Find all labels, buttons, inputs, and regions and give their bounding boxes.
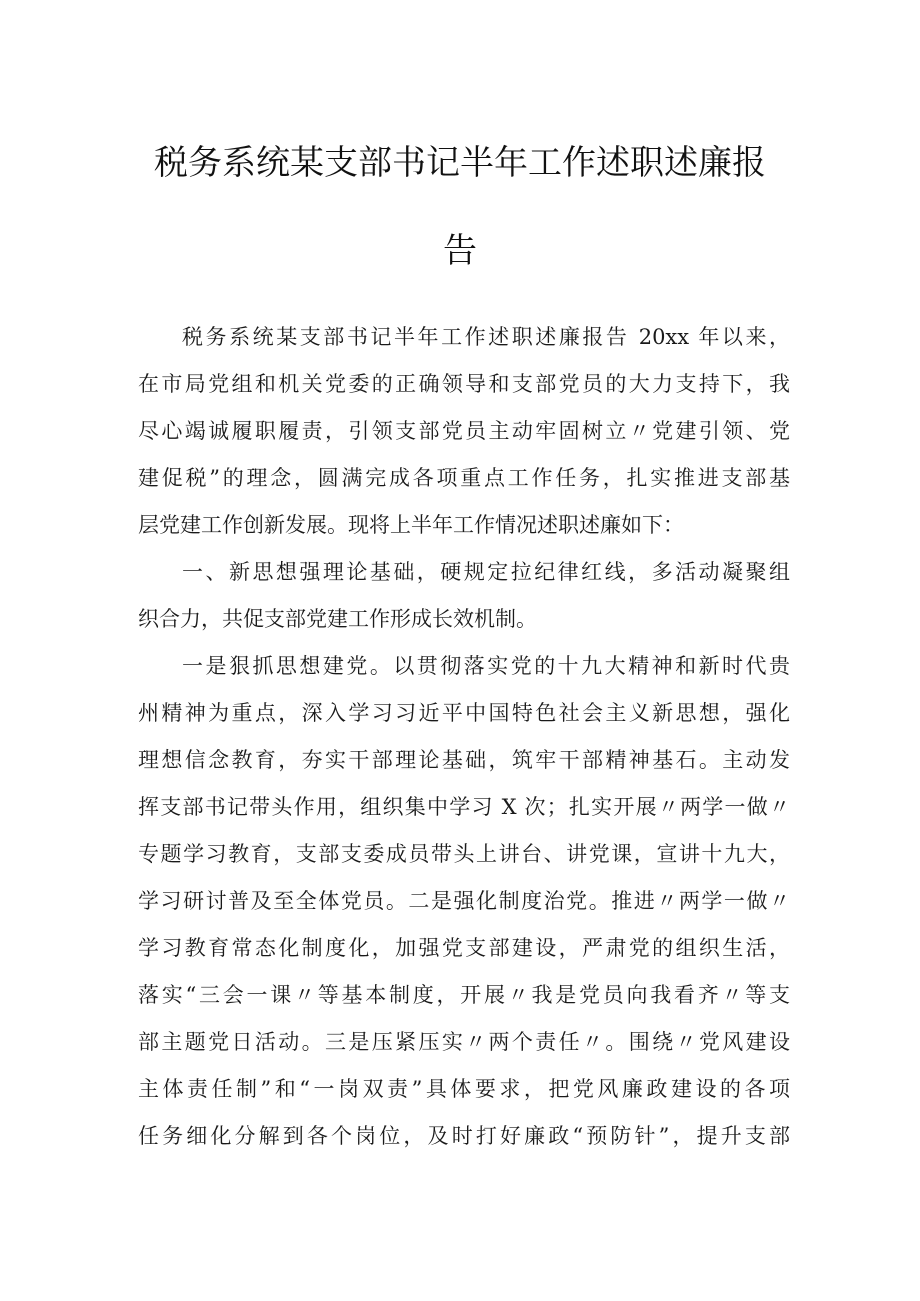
paragraph-line: 一、新思想强理论基础，硬规定拉纪律红线，多活动凝聚组 bbox=[182, 560, 790, 584]
paragraph-line: 学习研讨普及至全体党员。二是强化制度治党。推进〃两学一做〃 bbox=[138, 889, 790, 913]
paragraph-line: 挥支部书记带头作用，组织集中学习 X 次；扎实开展〃两学一做〃 bbox=[138, 795, 790, 819]
paragraph-line: 主体责任制”和“一岗双责”具体要求，把党风廉政建设的各项 bbox=[138, 1077, 790, 1101]
document-title-line-1: 税务系统某支部书记半年工作述职述廉报 bbox=[154, 143, 766, 183]
paragraph-line: 尽心竭诚履职履责，引领支部党员主动牢固树立〃党建引领、党 bbox=[138, 419, 790, 443]
paragraph-line: 织合力，共促支部党建工作形成长效机制。 bbox=[138, 607, 537, 631]
paragraph-line: 部主题党日活动。三是压紧压实〃两个责任〃。围绕〃党风建设 bbox=[138, 1030, 790, 1054]
paragraph-line: 理想信念教育，夯实干部理论基础，筑牢干部精神基石。主动发 bbox=[138, 748, 790, 772]
paragraph-line: 专题学习教育，支部支委成员带头上讲台、讲党课，宣讲十九大， bbox=[138, 842, 790, 866]
paragraph-line: 落实“三会一课〃等基本制度，开展〃我是党员向我看齐〃等支 bbox=[138, 983, 790, 1007]
paragraph-line: 州精神为重点，深入学习习近平中国特色社会主义新思想，强化 bbox=[138, 701, 790, 725]
paragraph-line: 在市局党组和机关党委的正确领导和支部党员的大力支持下，我 bbox=[138, 372, 790, 396]
paragraph-line: 建促税”的理念，圆满完成各项重点工作任务，扎实推进支部基 bbox=[138, 466, 790, 490]
paragraph-line: 层党建工作创新发展。现将上半年工作情况述职述廉如下： bbox=[138, 513, 684, 537]
paragraph-line: 学习教育常态化制度化，加强党支部建设，严肃党的组织生活， bbox=[138, 936, 790, 960]
document-title-line-2: 告 bbox=[443, 231, 477, 271]
paragraph-line: 一是狠抓思想建党。以贯彻落实党的十九大精神和新时代贵 bbox=[182, 654, 790, 678]
paragraph-line: 任务细化分解到各个岗位，及时打好廉政“预防针”，提升支部 bbox=[138, 1124, 790, 1148]
paragraph-details bbox=[138, 643, 790, 1160]
paragraph-line: 税务系统某支部书记半年工作述职述廉报告 20xx 年以来， bbox=[182, 325, 790, 349]
paragraph-intro bbox=[138, 314, 790, 549]
paragraph-section-one bbox=[138, 549, 790, 643]
